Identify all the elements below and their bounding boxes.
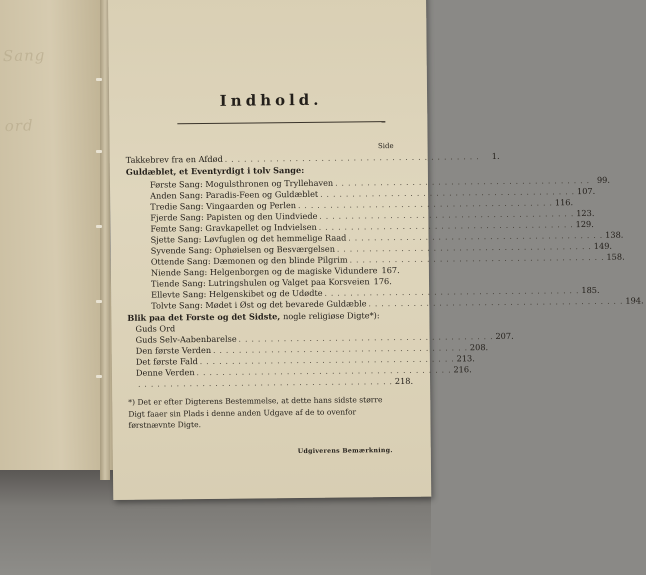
toc-entry-page: 185. bbox=[581, 284, 600, 296]
toc-dot-leader: . . . . . . . . . . . . . . . . . . . . . . . . . . . . . . . . . . . . . . . . bbox=[224, 153, 480, 164]
left-page-ghost-line: ord bbox=[4, 116, 34, 136]
toc-dot-leader: . . . . . . . . . . . . . . . . . . . . . . . . . . . . . . . . . . . . . . . . bbox=[318, 221, 574, 232]
toc-dot-leader: . . . . . . . . . . . . . . . . . . . . . . . . . . . . . . . . . . . . . . . . bbox=[336, 242, 592, 254]
toc-entry-page: 207. bbox=[495, 330, 514, 341]
binding-stitch bbox=[96, 375, 102, 378]
toc-entry-page: 107. bbox=[576, 185, 596, 197]
toc-entry-title: Anden Sang: Paradis-Feen og Guldæblet bbox=[150, 188, 319, 201]
binding-stitch bbox=[96, 78, 102, 81]
toc-entry-title: Guds Selv-Aabenbarelse bbox=[135, 333, 237, 345]
toc-entry-title: Niende Sang: Helgenborgen og de magiske Vidundere bbox=[150, 265, 378, 278]
toc-section-note: nogle religiøse Digte*): bbox=[282, 310, 380, 322]
toc-entry-page: 1. bbox=[491, 150, 500, 161]
toc-entry-page: 116. bbox=[554, 197, 574, 208]
contents-page bbox=[108, 0, 644, 500]
toc-entry bbox=[125, 150, 500, 166]
toc-dot-leader: . . . . . . . . . . . . . . . . . . . . . . . . . . . . . . . . . . . . . . . . bbox=[138, 378, 393, 389]
toc-entry-title: Ellevte Sang: Helgenskibet og de Udødte bbox=[151, 287, 323, 300]
toc-entry-page: 138. bbox=[605, 229, 624, 240]
toc-dot-leader bbox=[177, 329, 371, 331]
toc-dot-leader: . . . . . . . . . . . . . . . . . . . . . . . . . . . . . . . . . . . . . . . . bbox=[349, 253, 605, 265]
toc-dot-leader: . . . . . . . . . . . . . . . . . . . . . . . . . . . . . . . . . . . . . . . . bbox=[319, 210, 575, 221]
toc-entry-page: 216. bbox=[453, 364, 472, 375]
toc-entry-title: Tiende Sang: Lutringshulen og Valget paa Korsveien bbox=[150, 276, 370, 289]
binding-stitch bbox=[96, 225, 102, 228]
toc-section-heading bbox=[126, 165, 304, 177]
toc-dot-leader: . . . . . . . . . . . . . . . . . . . . . . . . . . . . . . . . . . . . . . . . bbox=[324, 287, 580, 298]
toc-entry-page: 99. bbox=[596, 174, 610, 185]
toc-entry-title: Takkebrev fra en Afdød bbox=[125, 153, 223, 165]
left-page-ghost-line: Sang bbox=[2, 46, 46, 66]
toc-dot-leader: . . . . . . . . . . . . . . . . . . . . . . . . . . . . . . . . . . . . . . . . bbox=[213, 344, 468, 355]
toc-entry-page: 213. bbox=[456, 353, 475, 364]
toc-dot-leader: . . . . . . . . . . . . . . . . . . . . . . . . . . . . . . . . . . . . . . . . bbox=[348, 231, 604, 243]
page-title: Indhold. bbox=[219, 90, 323, 110]
page-column-label: Side bbox=[377, 142, 394, 151]
toc-entry-title: Syvende Sang: Ophøielsen og Besværgelsen bbox=[150, 243, 336, 256]
binding-stitch bbox=[96, 150, 102, 153]
toc-entry-title: Sjette Sang: Løvfuglen og det hemmelige Raad bbox=[150, 232, 347, 245]
toc-entry-page: 208. bbox=[469, 342, 489, 353]
toc-entry-title: Første Sang: Mogulsthronen og Tryllehaven bbox=[149, 177, 334, 190]
toc-entry-title: Tredie Sang: Vingaarden og Perlen bbox=[150, 200, 297, 212]
toc-dot-leader: . . . . . . . . . . . . . . . . . . . . . . . . . . . . . . . . . . . . . . . . bbox=[298, 199, 553, 211]
toc-entry-page: 129. bbox=[575, 218, 594, 230]
toc-section-title: Blik paa det Forste og det Sidste, bbox=[127, 311, 281, 323]
toc-entry-title: Tolvte Sang: Mødet i Øst og det bevarede Guldæble bbox=[151, 298, 367, 311]
toc-dot-leader: . . . . . . . . . . . . . . . . . . . . . . . . . . . . . . . . . . . . . . . . bbox=[196, 366, 452, 378]
toc-entry-title: Fjerde Sang: Papisten og den Uindviede bbox=[150, 210, 318, 223]
toc-entry-title: Denne Verden bbox=[135, 367, 195, 378]
toc-entry-page: 158. bbox=[606, 251, 625, 262]
toc-entry-title: Femte Sang: Gravkapellet og Indvielsen bbox=[150, 221, 317, 234]
toc-section-title: Guldæblet, et Eventyrdigt i tolv Sange: bbox=[125, 164, 305, 177]
toc-entry-title: Det første Fald bbox=[135, 356, 198, 367]
toc-dot-leader: . . . . . . . . . . . . . . . . . . . . . . . . . . . . . . . . . . . . . . . . bbox=[238, 332, 494, 344]
toc-dot-leader: . . . . . . . . . . . . . . . . . . . . . . . . . . . . . . . . . . . . . . . . bbox=[335, 176, 591, 188]
toc-entry-title: Ottende Sang: Dæmonen og den blinde Pilgrim bbox=[150, 254, 348, 267]
toc-entry-page: 194. bbox=[625, 295, 644, 306]
toc-entry-page: 167. bbox=[381, 264, 400, 276]
toc-entry-page: 123. bbox=[576, 207, 595, 219]
toc-entry-title: Guds Ord bbox=[135, 323, 176, 334]
toc-entry-page: 218. bbox=[394, 375, 414, 387]
toc-entry-page: 149. bbox=[593, 240, 613, 251]
toc-dot-leader: . . . . . . . . . . . . . . . . . . . . . . . . . . . . . . . . . . . . . . . . bbox=[320, 188, 576, 199]
toc-entry-page: 176. bbox=[373, 276, 392, 287]
left-page-bleed-text bbox=[2, 20, 48, 161]
toc-entry-title: Den første Verden bbox=[135, 344, 212, 356]
toc-dot-leader: . . . . . . . . . . . . . . . . . . . . . . . . . . . . . . . . . . . . . . . . bbox=[199, 355, 455, 367]
toc-entry bbox=[136, 375, 414, 390]
binding-stitch bbox=[96, 300, 102, 303]
editor-note: Udgiverens Bemærkning. bbox=[297, 447, 393, 456]
title-rule bbox=[177, 121, 385, 124]
toc-dot-leader: . . . . . . . . . . . . . . . . . . . . . . . . . . . . . . . . . . . . . . . . bbox=[368, 297, 624, 309]
footnote: *) Det er efter Digterens Bestemmelse, at dette hans sidste større Digt faaer sin Plads i denne anden Udgave af de to ovenfor førstnævnte Digte. bbox=[128, 395, 383, 430]
